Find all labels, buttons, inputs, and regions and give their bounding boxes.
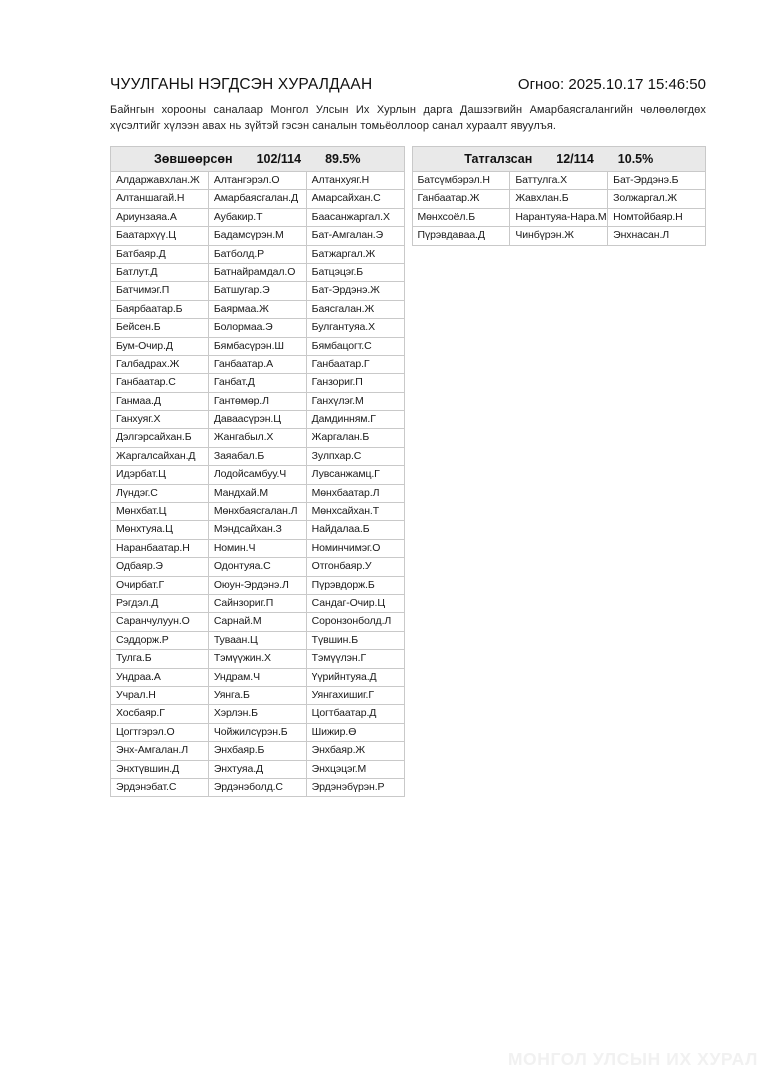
member-cell: Батчимэг.П: [111, 282, 209, 300]
member-cell: Тулга.Б: [111, 650, 209, 668]
member-cell: Энхцэцэг.М: [306, 760, 404, 778]
member-cell: Лүндэг.С: [111, 484, 209, 502]
member-cell: Батшугар.Э: [208, 282, 306, 300]
table-row: [412, 227, 706, 245]
member-cell: Оюун-Эрдэнэ.Л: [208, 576, 306, 594]
table-row: [111, 576, 405, 594]
member-cell: Сарнай.М: [208, 613, 306, 631]
member-cell: Уянга.Б: [208, 686, 306, 704]
member-cell: Номин.Ч: [208, 539, 306, 557]
member-cell: Бат-Эрдэнэ.Б: [608, 172, 706, 190]
table-row: [111, 539, 405, 557]
watermark: МОНГОЛ УЛСЫН ИХ ХУРАЛ: [507, 1049, 758, 1069]
rejected-percent: 10.5%: [617, 152, 654, 166]
member-cell: Хосбаяр.Г: [111, 705, 209, 723]
member-cell: Саранчулуун.О: [111, 613, 209, 631]
member-cell: Мандхай.М: [208, 484, 306, 502]
table-row: [111, 613, 405, 631]
member-cell: Жаргалан.Б: [306, 429, 404, 447]
member-cell: Уянгахишиг.Г: [306, 686, 404, 704]
member-cell: Мөнхбаясгалан.Л: [208, 503, 306, 521]
member-cell: Аубакир.Т: [208, 208, 306, 226]
table-row: [412, 208, 706, 226]
member-cell: Тэмүүлэн.Г: [306, 650, 404, 668]
table-row: [111, 374, 405, 392]
member-cell: Ганзориг.П: [306, 374, 404, 392]
rejected-count: 12/114: [556, 152, 594, 166]
member-cell: Мөнхбат.Ц: [111, 503, 209, 521]
table-row: [111, 411, 405, 429]
member-cell: Ганбаатар.Г: [306, 355, 404, 373]
member-cell: Туваан.Ц: [208, 631, 306, 649]
table-row: [111, 558, 405, 576]
table-row: [111, 227, 405, 245]
member-cell: Энхбаяр.Б: [208, 742, 306, 760]
table-row: [111, 282, 405, 300]
member-cell: Энхнасан.Л: [608, 227, 706, 245]
member-cell: Бат-Эрдэнэ.Ж: [306, 282, 404, 300]
table-row: [111, 778, 405, 796]
table-row: [111, 705, 405, 723]
table-row: [111, 392, 405, 410]
member-cell: Пүрэвдорж.Б: [306, 576, 404, 594]
member-cell: Найдалаа.Б: [306, 521, 404, 539]
table-row: [111, 429, 405, 447]
vote-tables: [110, 146, 706, 797]
member-cell: Заяабал.Б: [208, 447, 306, 465]
member-cell: Нарантуяа-Нара.М: [510, 208, 608, 226]
member-cell: Мөнхтуяа.Ц: [111, 521, 209, 539]
member-cell: Бадамсүрэн.М: [208, 227, 306, 245]
member-cell: Үүрийнтуяа.Д: [306, 668, 404, 686]
member-cell: Соронзонболд.Л: [306, 613, 404, 631]
member-cell: Ганбаатар.С: [111, 374, 209, 392]
approved-members: [110, 171, 405, 797]
member-cell: Одбаяр.Э: [111, 558, 209, 576]
member-cell: Амарбаясгалан.Д: [208, 190, 306, 208]
member-cell: Пүрэвдаваа.Д: [412, 227, 510, 245]
member-cell: Жавхлан.Б: [510, 190, 608, 208]
member-cell: Ганхүлэг.М: [306, 392, 404, 410]
approved-table: [110, 146, 405, 797]
member-cell: Ариунзаяа.А: [111, 208, 209, 226]
member-cell: Рэгдэл.Д: [111, 594, 209, 612]
member-cell: Чойжилсүрэн.Б: [208, 723, 306, 741]
member-cell: Эрдэнэбүрэн.Р: [306, 778, 404, 796]
member-cell: Энхтүвшин.Д: [111, 760, 209, 778]
member-cell: Бат-Амгалан.Э: [306, 227, 404, 245]
table-row: [111, 650, 405, 668]
member-cell: Золжаргал.Ж: [608, 190, 706, 208]
member-cell: Ундраа.А: [111, 668, 209, 686]
member-cell: Лодойсамбуу.Ч: [208, 466, 306, 484]
member-cell: Эрдэнэболд.С: [208, 778, 306, 796]
member-cell: Хэрлэн.Б: [208, 705, 306, 723]
member-cell: Болормаа.Э: [208, 319, 306, 337]
table-row: [111, 484, 405, 502]
member-cell: Алтанхуяг.Н: [306, 172, 404, 190]
member-cell: Ганхуяг.Х: [111, 411, 209, 429]
member-cell: Жаргалсайхан.Д: [111, 447, 209, 465]
table-row: [412, 172, 706, 190]
member-cell: Ганбаатар.А: [208, 355, 306, 373]
approved-percent: 89.5%: [325, 152, 361, 166]
member-cell: Номтойбаяр.Н: [608, 208, 706, 226]
table-row: [111, 760, 405, 778]
table-row: [111, 263, 405, 281]
member-cell: Баясгалан.Ж: [306, 300, 404, 318]
member-cell: Баярбаатар.Б: [111, 300, 209, 318]
member-cell: Бейсен.Б: [111, 319, 209, 337]
member-cell: Шижир.Ө: [306, 723, 404, 741]
table-row: [111, 447, 405, 465]
approved-header: [110, 146, 405, 172]
approved-label: Зөвшөөрсөн: [153, 152, 233, 166]
member-cell: Цогтгэрэл.О: [111, 723, 209, 741]
description: Байнгын хорооны саналаар Монгол Улсын Их Хурлын дарга Дашзэгвийн Амарбаясгалангийн чөлөөлөгдөх хүсэлтийг хүлээн авах нь зүйтэй гэсэн саналын томьёоллоор санал хураалт явуулъя.: [110, 104, 706, 132]
rejected-header: [412, 146, 707, 172]
member-cell: Гантөмөр.Л: [208, 392, 306, 410]
rejected-label: Татгалзсан: [464, 152, 533, 166]
page-title: ЧУУЛГАНЫ НЭГДСЭН ХУРАЛДААН: [110, 76, 373, 93]
member-cell: Баатархүү.Ц: [111, 227, 209, 245]
member-cell: Баасанжаргал.Х: [306, 208, 404, 226]
member-cell: Энх-Амгалан.Л: [111, 742, 209, 760]
page: [110, 76, 706, 797]
member-cell: Зулпхар.С: [306, 447, 404, 465]
rejected-members: [412, 171, 707, 246]
table-row: [111, 631, 405, 649]
member-cell: Сайнзориг.П: [208, 594, 306, 612]
approved-count: 102/114: [256, 152, 302, 166]
member-cell: Мөнхбаатар.Л: [306, 484, 404, 502]
member-cell: Идэрбат.Ц: [111, 466, 209, 484]
table-row: [111, 355, 405, 373]
member-cell: Булгантуяа.Х: [306, 319, 404, 337]
member-cell: Батцэцэг.Б: [306, 263, 404, 281]
member-cell: Лувсанжамц.Г: [306, 466, 404, 484]
member-cell: Эрдэнэбат.С: [111, 778, 209, 796]
member-cell: Бямбасүрэн.Ш: [208, 337, 306, 355]
member-cell: Ундрам.Ч: [208, 668, 306, 686]
member-cell: Тэмүүжин.Х: [208, 650, 306, 668]
member-cell: Батболд.Р: [208, 245, 306, 263]
table-row: [111, 319, 405, 337]
member-cell: Мэндсайхан.З: [208, 521, 306, 539]
table-row: [111, 594, 405, 612]
member-cell: Ганбат.Д: [208, 374, 306, 392]
rejected-table: [412, 146, 707, 246]
member-cell: Номинчимэг.О: [306, 539, 404, 557]
member-cell: Очирбат.Г: [111, 576, 209, 594]
member-cell: Наранбаатар.Н: [111, 539, 209, 557]
member-cell: Баярмаа.Ж: [208, 300, 306, 318]
member-cell: Батлут.Д: [111, 263, 209, 281]
member-cell: Батбаяр.Д: [111, 245, 209, 263]
table-row: [111, 245, 405, 263]
member-cell: Алтангэрэл.О: [208, 172, 306, 190]
table-row: [412, 190, 706, 208]
member-cell: Ганбаатар.Ж: [412, 190, 510, 208]
member-cell: Алдаржавхлан.Ж: [111, 172, 209, 190]
page-header: [110, 76, 706, 94]
member-cell: Баттулга.Х: [510, 172, 608, 190]
date-label: Огноо: 2025.10.17 15:46:50: [517, 76, 706, 93]
table-row: [111, 300, 405, 318]
table-row: [111, 466, 405, 484]
table-row: [111, 742, 405, 760]
member-cell: Түвшин.Б: [306, 631, 404, 649]
member-cell: Мөнхсайхан.Т: [306, 503, 404, 521]
member-cell: Цогтбаатар.Д: [306, 705, 404, 723]
table-row: [111, 723, 405, 741]
member-cell: Алтаншагай.Н: [111, 190, 209, 208]
table-row: [111, 686, 405, 704]
member-cell: Бум-Очир.Д: [111, 337, 209, 355]
member-cell: Дамдинням.Г: [306, 411, 404, 429]
member-cell: Отгонбаяр.У: [306, 558, 404, 576]
table-row: [111, 208, 405, 226]
table-row: [111, 503, 405, 521]
member-cell: Амарсайхан.С: [306, 190, 404, 208]
member-cell: Энхтуяа.Д: [208, 760, 306, 778]
table-row: [111, 337, 405, 355]
member-cell: Сэддорж.Р: [111, 631, 209, 649]
member-cell: Батнайрамдал.О: [208, 263, 306, 281]
member-cell: Дэлгэрсайхан.Б: [111, 429, 209, 447]
table-row: [111, 172, 405, 190]
member-cell: Мөнхсоёл.Б: [412, 208, 510, 226]
member-cell: Бямбацогт.С: [306, 337, 404, 355]
member-cell: Батжаргал.Ж: [306, 245, 404, 263]
member-cell: Чинбүрэн.Ж: [510, 227, 608, 245]
member-cell: Галбадрах.Ж: [111, 355, 209, 373]
member-cell: Жангабыл.Х: [208, 429, 306, 447]
table-row: [111, 668, 405, 686]
member-cell: Одонтуяа.С: [208, 558, 306, 576]
member-cell: Учрал.Н: [111, 686, 209, 704]
table-row: [111, 190, 405, 208]
member-cell: Ганмаа.Д: [111, 392, 209, 410]
member-cell: Батсүмбэрэл.Н: [412, 172, 510, 190]
member-cell: Сандаг-Очир.Ц: [306, 594, 404, 612]
member-cell: Энхбаяр.Ж: [306, 742, 404, 760]
table-row: [111, 521, 405, 539]
member-cell: Даваасүрэн.Ц: [208, 411, 306, 429]
